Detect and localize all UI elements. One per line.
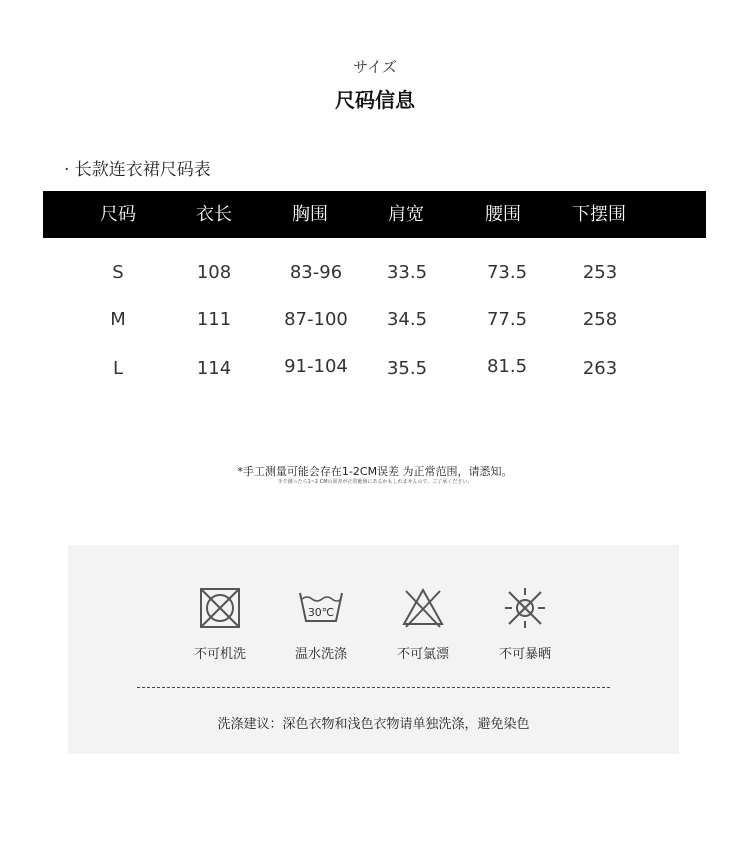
table-cell: 33.5 xyxy=(386,262,428,283)
care-label: 不可机洗 xyxy=(193,647,246,662)
table-cell: 258 xyxy=(582,309,618,330)
header-length: 衣长 xyxy=(196,204,232,225)
no-machine-wash-icon xyxy=(197,585,243,631)
table-cell: M xyxy=(110,309,126,330)
measurement-note: *手工测量可能会存在1-2CM误差 为正常范围，请悉知。 xyxy=(237,465,513,478)
size-table-header xyxy=(43,191,706,238)
header-waist: 腰围 xyxy=(485,204,521,225)
care-label: 温水洗涤 xyxy=(294,647,347,662)
table-cell: 263 xyxy=(582,358,618,379)
header-bust: 胸围 xyxy=(292,204,328,225)
care-instructions-panel xyxy=(68,545,679,754)
section-label: · 长款连衣裙尺码表 xyxy=(64,160,211,180)
table-cell: 111 xyxy=(196,309,232,330)
table-cell: L xyxy=(112,358,124,379)
table-cell: 114 xyxy=(196,358,232,379)
table-cell: 81.5 xyxy=(486,356,528,377)
measurement-note-japanese: 手で測ったら1~2 CMの誤差が正常範囲にあるかもしれませんので、ご了承ください。 xyxy=(277,479,473,485)
dashed-divider xyxy=(137,687,610,688)
care-label: 不可氯漂 xyxy=(396,647,449,662)
table-cell: 83-96 xyxy=(289,262,343,283)
table-cell: 87-100 xyxy=(284,309,348,330)
header-hem: 下摆围 xyxy=(572,204,626,225)
care-item-warm-water-wash xyxy=(276,585,366,662)
table-cell: 77.5 xyxy=(486,309,528,330)
subtitle-japanese: サイズ xyxy=(353,58,397,76)
table-cell: 73.5 xyxy=(486,262,528,283)
care-item-no-bleach xyxy=(378,585,468,662)
washing-advice: 洗涤建议：深色衣物和浅色衣物请单独洗涤，避免染色 xyxy=(217,717,530,732)
table-cell: 35.5 xyxy=(386,358,428,379)
warm-water-wash-icon xyxy=(297,585,345,631)
care-label: 不可暴晒 xyxy=(498,647,551,662)
header-size: 尺码 xyxy=(100,204,136,225)
table-cell: 34.5 xyxy=(386,309,428,330)
table-row xyxy=(0,305,750,335)
table-cell: 91-104 xyxy=(284,356,348,377)
table-row xyxy=(0,258,750,288)
table-cell: 253 xyxy=(582,262,618,283)
svg-text:30℃: 30℃ xyxy=(307,606,335,619)
table-row xyxy=(0,354,750,384)
no-sun-drying-icon xyxy=(502,585,548,631)
header-shoulder: 肩宽 xyxy=(388,204,424,225)
table-cell: S xyxy=(112,262,124,283)
page-title: 尺码信息 xyxy=(335,88,415,112)
care-item-no-sun-drying xyxy=(480,585,570,662)
no-bleach-icon xyxy=(400,585,446,631)
care-item-no-machine-wash xyxy=(175,585,265,662)
table-cell: 108 xyxy=(196,262,232,283)
